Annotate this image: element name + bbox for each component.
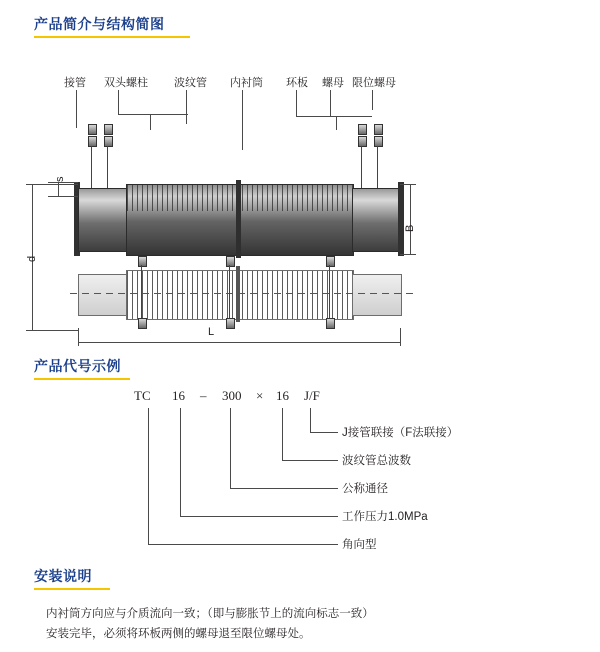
left-pipe xyxy=(78,188,128,252)
section-hatching xyxy=(127,271,353,319)
code-part-2: – xyxy=(200,388,207,403)
section-bellows xyxy=(126,270,354,320)
stud-nut-bottom-right xyxy=(326,318,335,329)
stud-nut-bottom-mid xyxy=(226,318,235,329)
stud-bolt-top-left-2 xyxy=(104,124,113,135)
code-legend-2: 公称通径 xyxy=(342,483,388,495)
stud-bolt-top-right xyxy=(358,124,367,135)
leader-line-3 xyxy=(242,90,243,150)
stud-nut-bottom-left xyxy=(138,318,147,329)
callout-label-1: 双头螺柱 xyxy=(104,77,148,89)
code-leader-horizontal-0 xyxy=(310,432,338,433)
code-part-1: 16 xyxy=(172,388,185,403)
stud-nut-top-left-2 xyxy=(104,136,113,147)
stud-rod-bottom-left xyxy=(141,265,142,323)
code-leader-vertical-3 xyxy=(180,408,181,516)
right-pipe xyxy=(352,188,402,252)
code-leader-horizontal-4 xyxy=(148,544,338,545)
center-axis-line xyxy=(70,293,414,294)
leader-drop-2 xyxy=(336,116,337,130)
callout-label-2: 波纹管 xyxy=(174,77,207,89)
code-leader-vertical-0 xyxy=(310,408,311,432)
callout-label-5: 螺母 xyxy=(322,77,344,89)
code-legend-3: 工作压力1.0MPa xyxy=(342,511,428,523)
stud-bolt-bottom-right xyxy=(326,256,335,267)
section-right-pipe xyxy=(352,274,402,316)
code-legend-0: J接管联接（F法联接） xyxy=(342,427,459,439)
leader-line-1 xyxy=(118,90,119,114)
dim-ext-s-bottom xyxy=(48,196,78,197)
stud-rod-bottom-mid xyxy=(229,265,230,323)
dim-line-B xyxy=(410,184,411,254)
dim-ext-s-top xyxy=(48,182,78,183)
stud-nut-top-left xyxy=(88,136,97,147)
dim-label-B: B xyxy=(404,224,416,232)
install-note-0: 内衬筒方向应与介质流向一致；（即与膨胀节上的流向标志一致） xyxy=(46,608,374,620)
stud-bolt-top-left xyxy=(88,124,97,135)
dim-ext-d-bottom xyxy=(26,330,78,331)
stud-rod-top-left-2 xyxy=(107,146,108,188)
stud-rod-top-left xyxy=(91,146,92,188)
code-leader-horizontal-1 xyxy=(282,460,338,461)
code-leader-horizontal-2 xyxy=(230,488,338,489)
code-part-0: TC xyxy=(134,388,151,403)
leader-drop-1 xyxy=(150,114,151,130)
product-code-diagram xyxy=(0,380,600,550)
code-legend-4: 角向型 xyxy=(342,539,377,551)
stud-nut-top-right xyxy=(358,136,367,147)
stud-rod-top-right-2 xyxy=(377,146,378,188)
section-underline-intro xyxy=(34,36,190,38)
right-flange xyxy=(398,182,404,256)
structure-diagram xyxy=(0,60,600,350)
callout-label-0: 接管 xyxy=(64,77,86,89)
stud-rod-bottom-right xyxy=(329,265,330,323)
dim-ext-L-right xyxy=(400,328,401,346)
code-leader-horizontal-3 xyxy=(180,516,338,517)
stud-bolt-bottom-mid xyxy=(226,256,235,267)
code-part-3: 300 xyxy=(222,388,242,403)
code-legend-1: 波纹管总波数 xyxy=(342,455,411,467)
section-title-code: 产品代号示例 xyxy=(34,358,121,374)
code-leader-vertical-4 xyxy=(148,408,149,544)
leader-line-5 xyxy=(330,90,331,116)
callout-label-3: 内衬筒 xyxy=(230,77,263,89)
dim-ext-d-top xyxy=(26,184,78,185)
code-leader-vertical-2 xyxy=(230,408,231,488)
leader-line-2 xyxy=(186,90,187,124)
section-title-intro: 产品简介与结构简图 xyxy=(34,16,165,32)
section-ring-plate xyxy=(236,266,240,322)
stud-rod-top-right xyxy=(361,146,362,188)
leader-line-0 xyxy=(76,90,77,128)
dim-ext-B-bottom xyxy=(400,254,416,255)
section-left-pipe xyxy=(78,274,128,316)
dim-ext-L-left xyxy=(78,328,79,346)
code-part-5: 16 xyxy=(276,388,289,403)
leader-bracket-a xyxy=(118,114,188,115)
callout-label-6: 限位螺母 xyxy=(352,77,396,89)
dim-label-s: s xyxy=(54,176,66,182)
ring-plate xyxy=(236,180,241,258)
leader-bracket-b xyxy=(296,116,372,117)
code-part-6: J/F xyxy=(304,388,320,403)
callout-label-4: 环板 xyxy=(286,77,308,89)
code-part-4: × xyxy=(256,388,264,403)
leader-line-6 xyxy=(372,90,373,110)
stud-nut-top-right-2 xyxy=(374,136,383,147)
dim-ext-B-top xyxy=(400,184,416,185)
leader-line-4 xyxy=(296,90,297,116)
section-underline-install xyxy=(34,588,110,590)
code-leader-vertical-1 xyxy=(282,408,283,460)
dim-label-L: L xyxy=(208,326,215,338)
install-note-1: 安装完毕，必须将环板两侧的螺母退至限位螺母处。 xyxy=(46,628,311,640)
stud-bolt-top-right-2 xyxy=(374,124,383,135)
dim-line-L xyxy=(78,342,400,343)
dim-label-d: d xyxy=(26,255,38,262)
section-title-install: 安装说明 xyxy=(34,568,92,584)
stud-bolt-bottom-left xyxy=(138,256,147,267)
